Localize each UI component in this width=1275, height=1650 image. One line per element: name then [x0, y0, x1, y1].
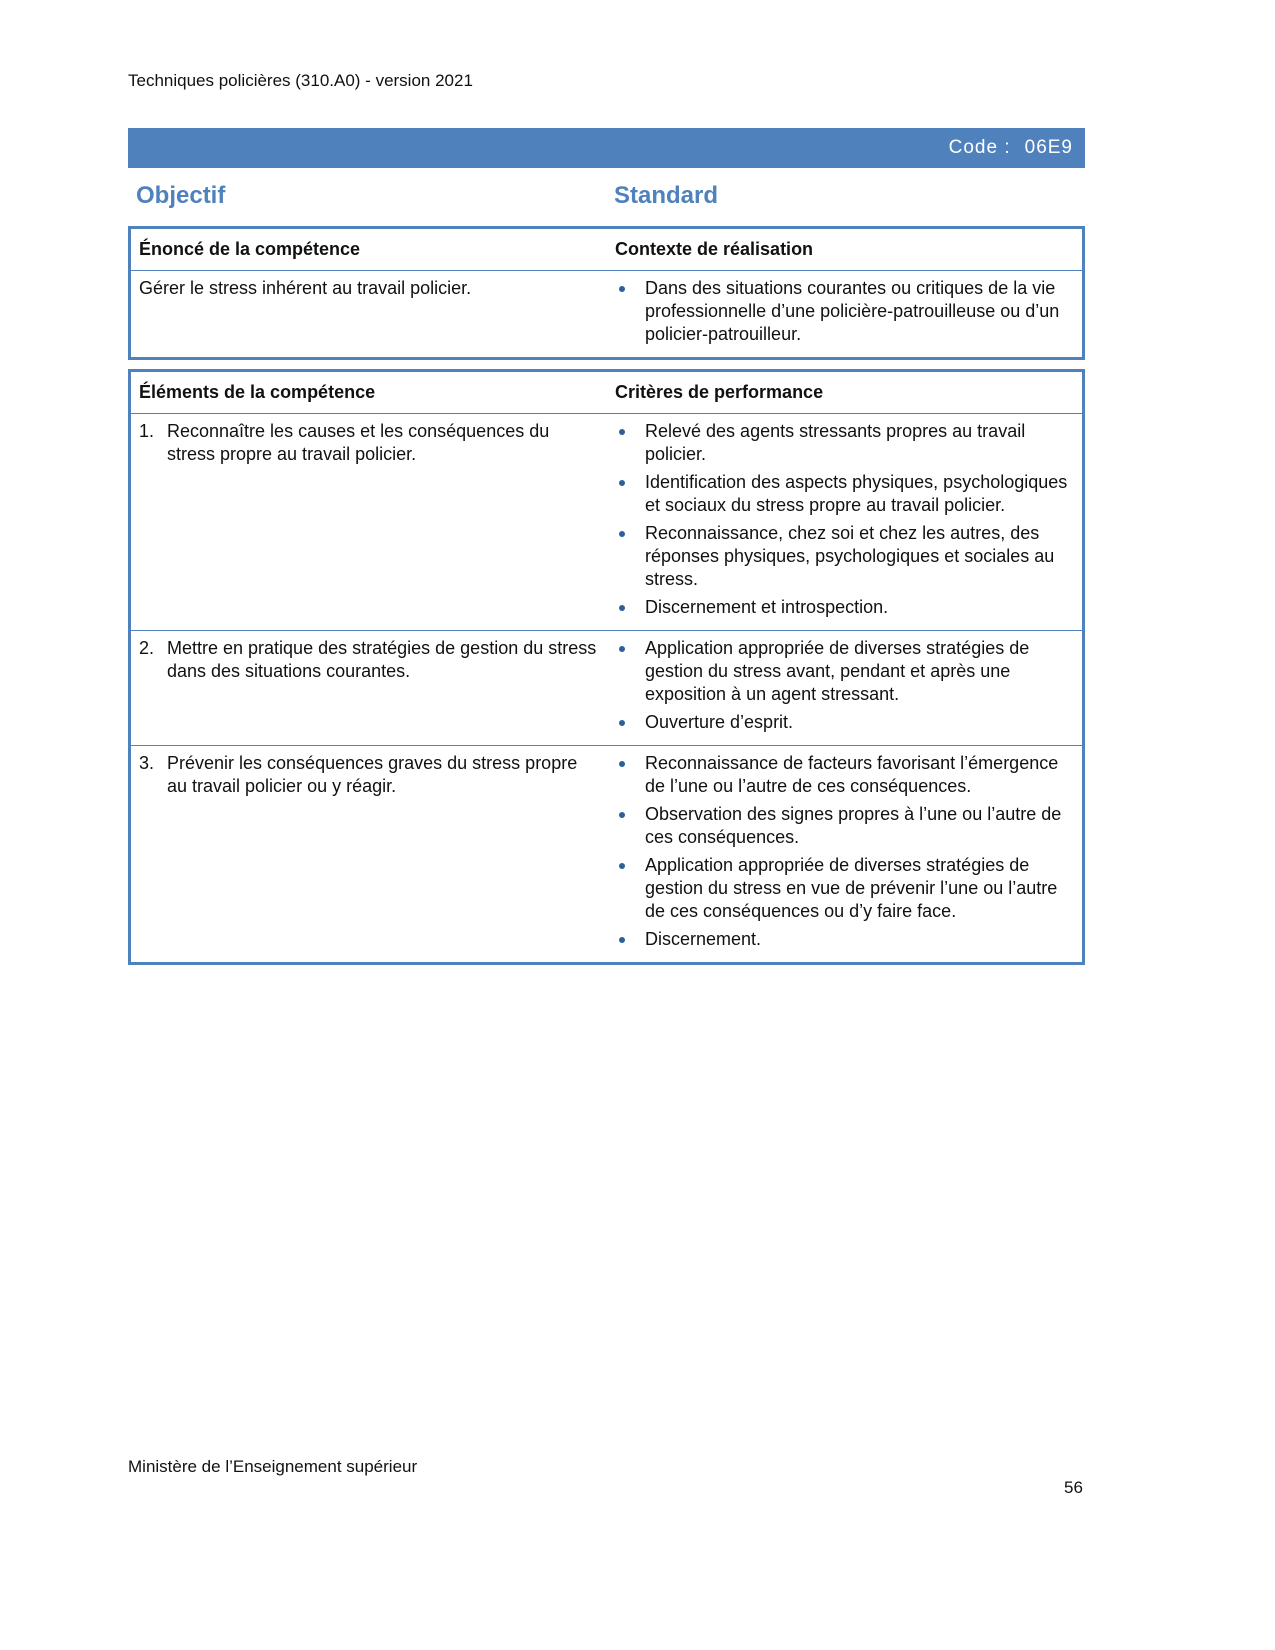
header-enonce: Énoncé de la compétence: [130, 228, 608, 271]
table-row: [130, 414, 1084, 631]
criteria-list: [615, 752, 1074, 951]
criterion-item: Reconnaissance, chez soi et chez les autres, des réponses physiques, psychologiques et sociales au stress.: [615, 522, 1074, 591]
contexte-item: Dans des situations courantes ou critiques de la vie professionnelle d’une policière-patrouilleuse ou d’un policier-patrouilleur.: [615, 277, 1074, 346]
element-number: 3.: [139, 753, 155, 773]
header-contexte: Contexte de réalisation: [607, 228, 1084, 271]
element-text: Mettre en pratique des stratégies de gestion du stress dans des situations courantes.: [167, 638, 597, 681]
criterion-item: Ouverture d’esprit.: [615, 711, 1074, 734]
page-number: 56: [1064, 1478, 1083, 1497]
competence-table: [128, 226, 1085, 360]
code-label: Code :: [948, 137, 1011, 158]
table-row: [130, 631, 1084, 746]
element-number: 2.: [139, 638, 155, 658]
code-value: 06E9: [1024, 137, 1073, 158]
criterion-item: Reconnaissance de facteurs favorisant l’émergence de l’une ou l’autre de ces conséquences.: [615, 752, 1074, 798]
element-text: Prévenir les conséquences graves du stress propre au travail policier ou y réagir.: [167, 753, 578, 796]
code-bar: [128, 128, 1085, 168]
footer-ministry: Ministère de l’Enseignement supérieur: [128, 1457, 418, 1476]
criterion-item: Discernement.: [615, 928, 1074, 951]
element-item: [139, 420, 599, 466]
element-number: 1.: [139, 421, 155, 441]
table-row: [130, 746, 1084, 964]
criterion-item: Application appropriée de diverses stratégies de gestion du stress avant, pendant et après une exposition à un agent stressant.: [615, 637, 1074, 706]
running-header: Techniques policières (310.A0) - version 2021: [128, 71, 473, 90]
header-elements: Éléments de la compétence: [130, 371, 608, 414]
criterion-item: Relevé des agents stressants propres au travail policier.: [615, 420, 1074, 466]
header-criteres: Critères de performance: [607, 371, 1084, 414]
criteria-list: [615, 420, 1074, 619]
criterion-item: Application appropriée de diverses stratégies de gestion du stress en vue de prévenir l’une ou l’autre de ces conséquences ou d’y faire face.: [615, 854, 1074, 923]
element-item: [139, 637, 599, 683]
element-item: [139, 752, 599, 798]
criteria-list: [615, 637, 1074, 734]
section-objectif: Objectif: [136, 182, 226, 209]
element-text: Reconnaître les causes et les conséquences du stress propre au travail policier.: [167, 421, 550, 464]
criterion-item: Identification des aspects physiques, psychologiques et sociaux du stress propre au travail policier.: [615, 471, 1074, 517]
enonce-text: Gérer le stress inhérent au travail policier.: [139, 278, 472, 298]
criterion-item: Observation des signes propres à l’une ou l’autre de ces conséquences.: [615, 803, 1074, 849]
section-standard: Standard: [614, 182, 719, 209]
criterion-item: Discernement et introspection.: [615, 596, 1074, 619]
elements-table: [128, 369, 1085, 965]
